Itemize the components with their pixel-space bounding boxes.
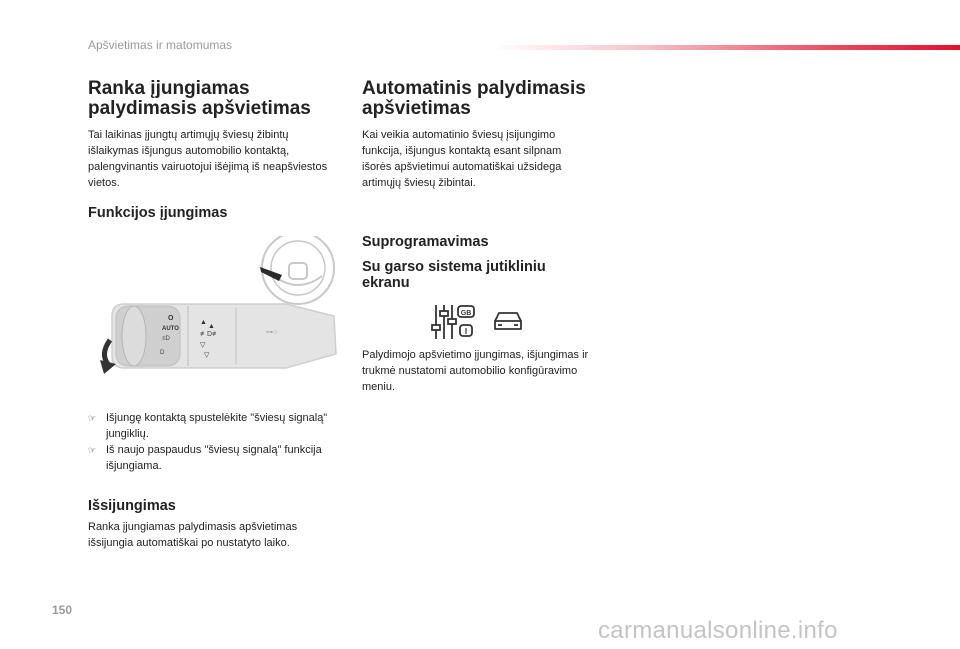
vehicle-settings-icon <box>430 303 476 341</box>
header-title: Apšvietimas ir matomumas <box>88 38 233 52</box>
pull-arrow <box>104 340 110 364</box>
list-item: ☞ Iš naujo paspaudus "šviesų signalą" funkcija išjungiama. <box>88 444 322 472</box>
finger-pointer-icon: ☞ <box>88 445 97 455</box>
right-intro-text: Kai veikia automatinio šviesų įsijungimo funkcija, išjungus kontaktą esant silpnam išorės apšvietimui automatiškai užsidega artimųjų šviesų žibintai. <box>362 129 562 189</box>
svg-text:▲: ▲ <box>208 323 215 330</box>
deactivation-heading: Išsijungimas <box>88 498 176 514</box>
deactivation-text: Ranka įjungiamas palydimasis apšvietimas išsijungia automatiškai po nustatyto laiko. <box>88 521 298 549</box>
programming-heading: Suprogramavimas <box>362 234 489 250</box>
light-stalk-figure <box>112 304 336 368</box>
settings-badge-text: GB <box>460 310 472 317</box>
left-intro-text: Tai laikinas įjungtų artimųjų šviesų žibintų išlaikymas išjungus automobilio kontaktą, palengvinantis vairuotojui išėjimą iš neapšviestos vietos. <box>88 129 328 189</box>
left-section-title: Ranka įjungiamas palydimasis apšvietimas <box>88 78 311 119</box>
config-text: Palydimojo apšvietimo įjungimas, išjungimas ir trukmė nustatomi automobilio konfigūravimo meniu. <box>362 349 589 393</box>
steering-wheel-figure <box>262 236 334 304</box>
svg-text:▽: ▽ <box>204 352 210 359</box>
list-item: ☞ Išjungę kontaktą spustelėkite "šviesų signalą" jungiklių. <box>88 412 328 440</box>
right-section-title: Automatinis palydimasis apšvietimas <box>362 78 586 119</box>
svg-text:D: D <box>160 350 165 356</box>
page-number: 150 <box>52 603 73 617</box>
svg-text:▲: ▲ <box>200 319 207 326</box>
watermark: carmanualsonline.info <box>598 617 838 644</box>
activation-steps <box>88 410 328 474</box>
header-accent-bar <box>490 45 960 50</box>
light-stalk-illustration <box>96 236 344 386</box>
activation-heading: Funkcijos įjungimas <box>88 205 228 221</box>
touchscreen-heading: Su garso sistema jutikliniu ekranu <box>362 259 546 291</box>
stalk-label-auto: AUTO <box>162 326 179 332</box>
settings-badge-text-2: I <box>464 327 468 336</box>
stalk-label-o: O <box>168 315 174 322</box>
svg-text:≡D: ≡D <box>162 336 170 342</box>
svg-text:≢D≢: ≢D≢ <box>200 331 220 338</box>
svg-text:▽: ▽ <box>200 342 206 349</box>
car-icon <box>491 309 525 333</box>
svg-text:⊶○: ⊶○ <box>266 329 278 336</box>
finger-pointer-icon: ☞ <box>88 413 97 423</box>
